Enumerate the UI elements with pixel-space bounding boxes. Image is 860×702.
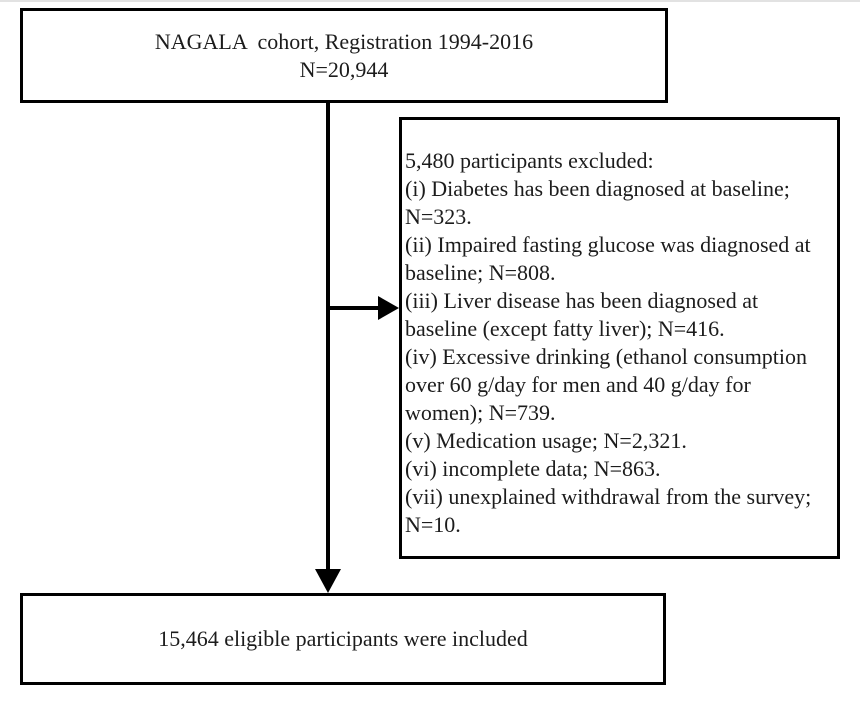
horizontal-connector-line: [328, 306, 378, 310]
cohort-title: NAGALA cohort, Registration 1994-2016: [154, 28, 534, 54]
vertical-connector-line: [326, 103, 330, 569]
exclusion-box: [399, 117, 840, 559]
exclusion-item: (vi) incomplete data; N=863.: [405, 456, 661, 481]
down-arrowhead-icon: [315, 569, 341, 593]
exclusion-item: (v) Medication usage; N=2,321.: [405, 428, 687, 453]
included-label: 15,464 eligible participants were included: [158, 626, 528, 651]
included-box: [20, 593, 666, 685]
exclusion-header: 5,480 participants excluded:: [405, 148, 654, 173]
exclusion-item: (iv) Excessive drinking (ethanol consumption over 60 g/day for men and 40 g/day for women); N=739.: [405, 344, 808, 425]
page-top-border: [0, 0, 860, 2]
cohort-n: N=20,944: [299, 56, 389, 82]
cohort-box: [20, 8, 668, 103]
right-arrowhead-icon: [378, 296, 399, 320]
exclusion-item: (i) Diabetes has been diagnosed at baseline; N=323.: [405, 176, 790, 229]
exclusion-item: (ii) Impaired fasting glucose was diagnosed at baseline; N=808.: [405, 232, 811, 285]
exclusion-item: (vii) unexplained withdrawal from the survey; N=10.: [405, 484, 812, 537]
exclusion-item: (iii) Liver disease has been diagnosed at baseline (except fatty liver); N=416.: [405, 288, 759, 341]
